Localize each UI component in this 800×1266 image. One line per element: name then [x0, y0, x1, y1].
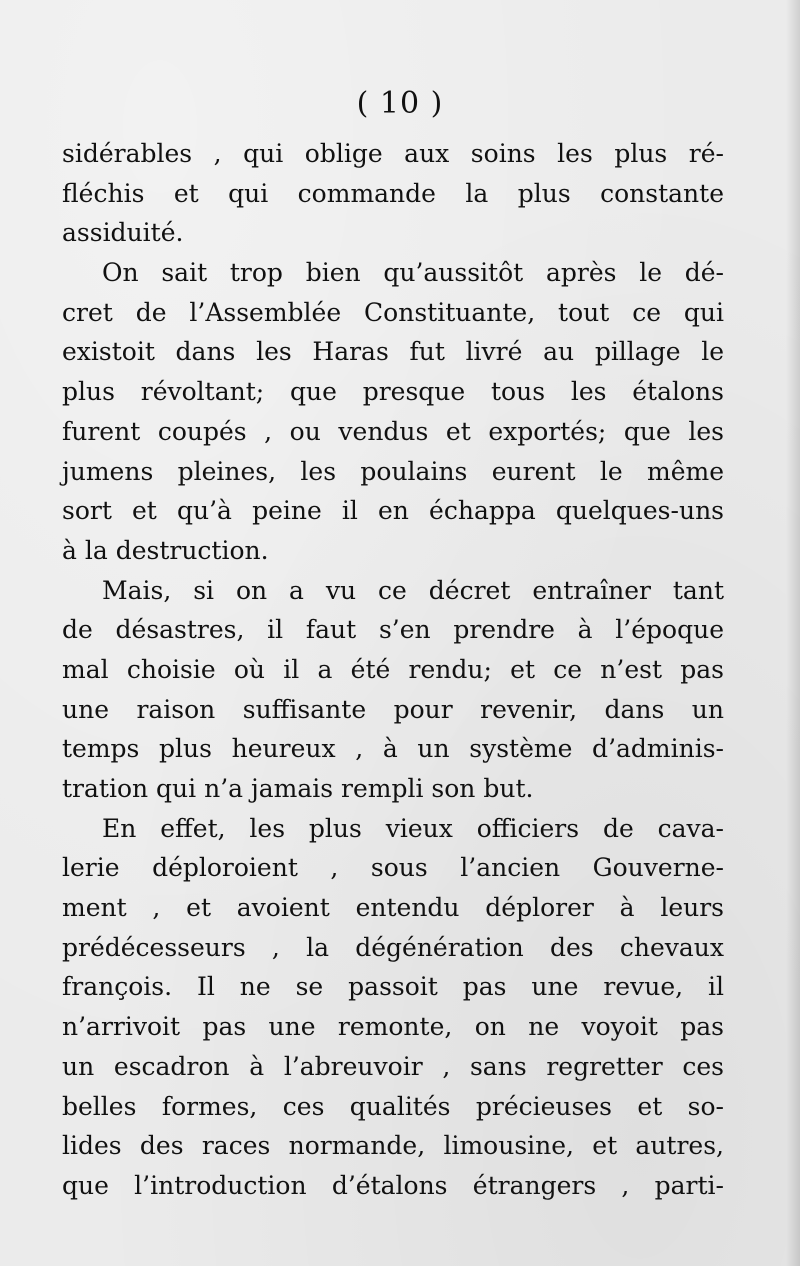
- text-line: mal choisie où il a été rendu; et ce n’est pas: [62, 654, 724, 684]
- text-line: tration qui n’a jamais rempli son but.: [62, 774, 534, 803]
- text-line: à la destruction.: [62, 535, 269, 565]
- text-line: plus révoltant; que presque tous les étalons: [62, 377, 724, 407]
- text-line: existoit dans les Haras fut livré au pillage le: [62, 337, 724, 367]
- text-line: furent coupés , ou vendus et exportés; que les: [62, 416, 724, 446]
- text-line: que l’introduction d’étalons étrangers , parti-: [62, 1170, 724, 1200]
- page-number: ( 10 ): [356, 86, 444, 121]
- text-line: temps plus heureux , à un système d’adminis-: [62, 734, 724, 764]
- text-line: fléchis et qui commande la plus constante: [62, 178, 724, 208]
- text-line: En effet, les plus vieux officiers de cava-: [102, 813, 724, 843]
- text-line: lides des races normande, limousine, et autres,: [62, 1131, 724, 1161]
- text-line: belles formes, ces qualités précieuses et so-: [62, 1091, 724, 1121]
- text-line: sort et qu’à peine il en échappa quelques-uns: [62, 496, 724, 526]
- text-line: prédécesseurs , la dégénération des chevaux: [62, 932, 724, 962]
- text-line: une raison suffisante pour revenir, dans un: [62, 694, 724, 724]
- text-line: assiduité.: [62, 218, 184, 248]
- text-line: un escadron à l’abreuvoir , sans regretter ces: [62, 1051, 724, 1081]
- body-text: [62, 134, 724, 1206]
- text-line: sidérables , qui oblige aux soins les plus ré-: [62, 139, 724, 168]
- text-line: n’arrivoit pas une remonte, on ne voyoit pas: [62, 1012, 724, 1042]
- text-line: Mais, si on a vu ce décret entraîner tant: [102, 575, 724, 605]
- text-line: lerie déploroient , sous l’ancien Gouverne-: [62, 853, 724, 883]
- page-edge-shadow: [786, 0, 800, 1266]
- text-line: jumens pleines, les poulains eurent le même: [62, 456, 724, 486]
- text-line: françois. Il ne se passoit pas une revue, il: [62, 972, 724, 1002]
- text-line: On sait trop bien qu’aussitôt après le dé-: [102, 258, 724, 288]
- text-line: ment , et avoient entendu déplorer à leurs: [62, 893, 724, 923]
- text-line: de désastres, il faut s’en prendre à l’époque: [62, 615, 724, 645]
- text-line: cret de l’Assemblée Constituante, tout ce qui: [62, 297, 724, 327]
